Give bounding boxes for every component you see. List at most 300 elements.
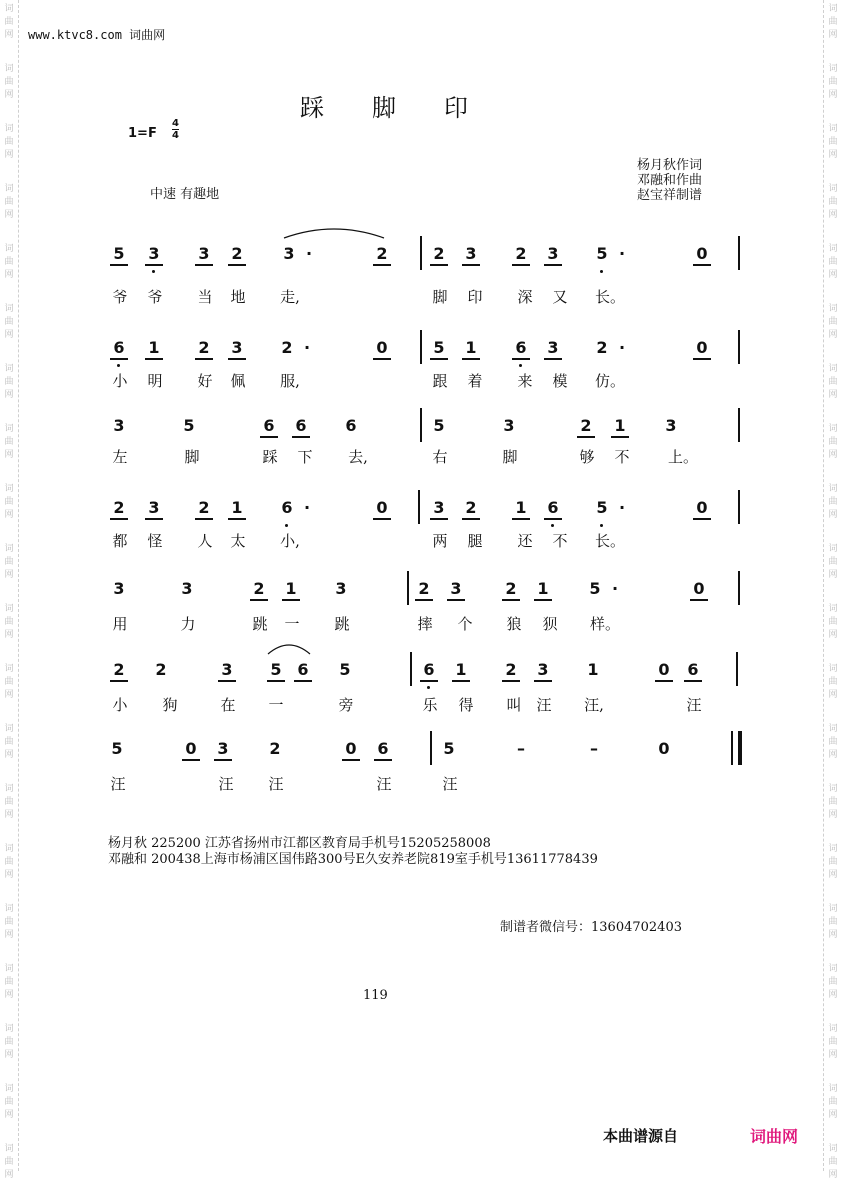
note: 2 xyxy=(228,244,246,264)
watermark-char: 网 xyxy=(828,630,838,640)
lyric-char: 爷 xyxy=(112,288,128,306)
note: 6 xyxy=(544,498,562,518)
note: 6 xyxy=(294,660,312,680)
lyric-char: 着 xyxy=(467,372,483,390)
watermark-char: 网 xyxy=(828,210,838,220)
note: 5 xyxy=(433,416,445,435)
lyric-char: 两 xyxy=(432,532,448,550)
watermark-char: 词 xyxy=(4,304,14,314)
watermark-char: 网 xyxy=(828,570,838,580)
note: 0 xyxy=(690,579,708,599)
watermark-char: 曲 xyxy=(4,1157,14,1167)
watermark-char: 词 xyxy=(4,64,14,74)
lyric-char: 乐 xyxy=(422,696,438,714)
watermark-char: 词 xyxy=(828,664,838,674)
note: · xyxy=(305,244,313,263)
watermark-char: 网 xyxy=(828,750,838,760)
watermark-char: 网 xyxy=(828,330,838,340)
lyric-char: 在 xyxy=(220,696,236,714)
barline xyxy=(420,236,422,270)
note: 2 xyxy=(415,579,433,599)
note: 6 xyxy=(278,498,296,518)
note: 3 xyxy=(447,579,465,599)
note: 0 xyxy=(655,660,673,680)
note: 6 xyxy=(110,338,128,358)
watermark-char: 曲 xyxy=(4,557,14,567)
watermark-char: 曲 xyxy=(4,977,14,987)
watermark-char: 词 xyxy=(4,964,14,974)
composer-credit: 邓融和作曲 xyxy=(637,173,703,188)
watermark-char: 曲 xyxy=(4,917,14,927)
lyric-char: 上。 xyxy=(668,448,699,466)
watermark-char: 词 xyxy=(4,664,14,674)
watermark-char: 词 xyxy=(4,784,14,794)
note: 3 xyxy=(195,244,213,264)
note: · xyxy=(303,498,311,517)
barline xyxy=(738,330,740,364)
credits xyxy=(637,158,702,203)
lyric-char: 脚 xyxy=(502,448,518,466)
watermark-char: 网 xyxy=(828,810,838,820)
watermark-char: 网 xyxy=(4,570,14,580)
lyric-char: 一 xyxy=(268,696,284,714)
watermark-char: 曲 xyxy=(828,437,838,447)
note: 0 xyxy=(693,498,711,518)
brand-logo[interactable]: 词曲网 xyxy=(750,1127,799,1146)
barline xyxy=(420,330,422,364)
contact-line: 邓融和 200438上海市杨浦区国伟路300号E久安养老院819室手机号13611778439 xyxy=(108,852,598,867)
lyric-char: 仿。 xyxy=(595,372,626,390)
barline xyxy=(738,408,740,442)
watermark-char: 网 xyxy=(4,1110,14,1120)
lyric-char: 汪 xyxy=(442,775,458,793)
note: 0 xyxy=(693,338,711,358)
lyric-char: 汪 xyxy=(376,775,392,793)
lyric-char: 够 xyxy=(579,448,595,466)
lyric-char: 汪 xyxy=(110,775,126,793)
low-octave-dot xyxy=(152,270,155,273)
note: 5 xyxy=(183,416,195,435)
lyric-char: 汪, xyxy=(584,696,604,714)
note: 2 xyxy=(110,660,128,680)
watermark-char: 曲 xyxy=(828,857,838,867)
tempo-marking: 中速 有趣地 xyxy=(150,187,220,202)
barline xyxy=(738,236,740,270)
lyric-char: 跳 xyxy=(334,615,350,633)
lyric-char: 都 xyxy=(112,532,128,550)
note: 5 xyxy=(589,579,601,598)
note: 6 xyxy=(512,338,530,358)
note: 2 xyxy=(577,416,595,436)
watermark-char: 词 xyxy=(4,484,14,494)
watermark-char: 词 xyxy=(828,964,838,974)
lyric-char: 旁 xyxy=(338,696,354,714)
watermark-char: 词 xyxy=(4,1024,14,1034)
watermark-char: 网 xyxy=(4,810,14,820)
arranger-credit: 赵宝祥制谱 xyxy=(637,188,703,203)
song-title: 踩脚印 xyxy=(300,94,516,122)
note: 1 xyxy=(534,579,552,599)
note: 3 xyxy=(503,416,515,435)
lyric-char: 怪 xyxy=(147,532,163,550)
watermark-char: 网 xyxy=(828,1170,838,1180)
note: 5 xyxy=(443,739,455,758)
tie-slur xyxy=(284,226,384,240)
note: 3 xyxy=(145,498,163,518)
watermark-char: 曲 xyxy=(828,1157,838,1167)
page-number: 119 xyxy=(363,988,388,1003)
note: 0 xyxy=(693,244,711,264)
lyric-char: 跳 xyxy=(252,615,268,633)
watermark-char: 词 xyxy=(828,124,838,134)
lyric-char: 汪 xyxy=(686,696,702,714)
watermark-char: 曲 xyxy=(4,137,14,147)
note: 2 xyxy=(502,579,520,599)
note: 1 xyxy=(145,338,163,358)
lyric-char: 叫 xyxy=(506,696,522,714)
note: – xyxy=(590,739,598,758)
barline xyxy=(736,652,738,686)
watermark-char: 网 xyxy=(828,690,838,700)
watermark-char: 曲 xyxy=(4,317,14,327)
watermark-char: 网 xyxy=(4,330,14,340)
lyric-char: 狗 xyxy=(162,696,178,714)
watermark-char: 曲 xyxy=(4,797,14,807)
note: 3 xyxy=(214,739,232,759)
watermark-char: 词 xyxy=(4,184,14,194)
watermark-char: 网 xyxy=(4,690,14,700)
note: 2 xyxy=(596,338,608,357)
watermark-char: 曲 xyxy=(828,197,838,207)
lyric-char: 小 xyxy=(112,372,128,390)
watermark-char: 网 xyxy=(828,1050,838,1060)
watermark-char: 网 xyxy=(828,90,838,100)
barline xyxy=(738,490,740,524)
watermark-char: 曲 xyxy=(828,617,838,627)
note: – xyxy=(517,739,525,758)
watermark-char: 词 xyxy=(828,904,838,914)
watermark-char: 词 xyxy=(4,604,14,614)
lyric-char: 又 xyxy=(552,288,568,306)
watermark-char: 曲 xyxy=(828,497,838,507)
lyric-char: 服, xyxy=(280,372,300,390)
note: 0 xyxy=(658,739,670,758)
watermark-char: 曲 xyxy=(4,1037,14,1047)
lyric-char: 汪 xyxy=(536,696,552,714)
lyric-char: 汪 xyxy=(268,775,284,793)
watermark-char: 词 xyxy=(4,544,14,554)
lyric-char: 还 xyxy=(517,532,533,550)
lyric-char: 样。 xyxy=(590,615,621,633)
lyric-char: 脚 xyxy=(432,288,448,306)
watermark-char: 网 xyxy=(4,30,14,40)
watermark-char: 词 xyxy=(828,604,838,614)
note: 5 xyxy=(111,739,123,758)
watermark-char: 网 xyxy=(4,870,14,880)
watermark-char: 网 xyxy=(4,270,14,280)
note: 3 xyxy=(335,579,347,598)
watermark-char: 网 xyxy=(828,150,838,160)
watermark-char: 网 xyxy=(4,1050,14,1060)
watermark-char: 词 xyxy=(828,544,838,554)
note: 3 xyxy=(218,660,236,680)
watermark-char: 网 xyxy=(4,150,14,160)
meter-bottom: 4 xyxy=(172,130,179,141)
note: 0 xyxy=(342,739,360,759)
watermark-char: 曲 xyxy=(4,437,14,447)
lyric-char: 人 xyxy=(197,532,213,550)
watermark-char: 曲 xyxy=(828,917,838,927)
watermark-char: 网 xyxy=(828,270,838,280)
lyric-char: 佩 xyxy=(230,372,246,390)
barline xyxy=(738,571,740,605)
lyric-char: 汪 xyxy=(218,775,234,793)
contact-line: 杨月秋 225200 江苏省扬州市江都区教育局手机号15205258008 xyxy=(108,836,491,851)
note: 0 xyxy=(373,498,391,518)
watermark-char: 词 xyxy=(828,784,838,794)
note: 6 xyxy=(684,660,702,680)
left-watermark-strip xyxy=(0,0,19,1180)
watermark-char: 网 xyxy=(828,30,838,40)
watermark-char: 网 xyxy=(4,450,14,460)
note: 1 xyxy=(611,416,629,436)
watermark-char: 词 xyxy=(4,424,14,434)
watermark-char: 曲 xyxy=(828,17,838,27)
note: 6 xyxy=(420,660,438,680)
note: 3 xyxy=(113,579,125,598)
watermark-char: 曲 xyxy=(828,797,838,807)
lyric-char: 深 xyxy=(517,288,533,306)
note: 6 xyxy=(260,416,278,436)
note: 3 xyxy=(665,416,677,435)
watermark-char: 词 xyxy=(828,184,838,194)
watermark-char: 词 xyxy=(828,64,838,74)
low-octave-dot xyxy=(427,686,430,689)
note: 1 xyxy=(512,498,530,518)
note: 2 xyxy=(512,244,530,264)
watermark-char: 网 xyxy=(828,930,838,940)
note: · xyxy=(611,579,619,598)
note: · xyxy=(618,338,626,357)
barline xyxy=(407,571,409,605)
watermark-char: 网 xyxy=(4,990,14,1000)
note: · xyxy=(618,244,626,263)
note: 3 xyxy=(534,660,552,680)
watermark-char: 词 xyxy=(828,4,838,14)
wechat-id: 制谱者微信号：13604702403 xyxy=(500,920,682,935)
watermark-char: 曲 xyxy=(4,257,14,267)
note: 2 xyxy=(110,498,128,518)
note: 2 xyxy=(430,244,448,264)
watermark-char: 词 xyxy=(828,724,838,734)
lyric-char: 力 xyxy=(180,615,196,633)
watermark-char: 曲 xyxy=(828,317,838,327)
lyricist-credit: 杨月秋作词 xyxy=(637,158,703,173)
lyric-char: 走, xyxy=(280,288,300,306)
watermark-char: 网 xyxy=(4,510,14,520)
lyric-char: 小, xyxy=(280,532,300,550)
lyric-char: 去, xyxy=(348,448,368,466)
watermark-char: 网 xyxy=(828,450,838,460)
note: 5 xyxy=(110,244,128,264)
watermark-char: 词 xyxy=(4,904,14,914)
watermark-char: 词 xyxy=(4,244,14,254)
lyric-char: 好 xyxy=(197,372,213,390)
lyric-char: 爷 xyxy=(147,288,163,306)
lyric-char: 左 xyxy=(112,448,128,466)
note: 2 xyxy=(269,739,281,758)
lyric-char: 来 xyxy=(517,372,533,390)
lyric-char: 踩 xyxy=(262,448,278,466)
note: 3 xyxy=(462,244,480,264)
watermark-char: 网 xyxy=(828,990,838,1000)
note: 0 xyxy=(182,739,200,759)
watermark-char: 网 xyxy=(4,930,14,940)
watermark-char: 词 xyxy=(828,244,838,254)
watermark-char: 曲 xyxy=(4,197,14,207)
watermark-char: 曲 xyxy=(828,257,838,267)
note: 3 xyxy=(544,338,562,358)
lyric-char: 用 xyxy=(112,615,128,633)
meter-top: 4 xyxy=(172,118,179,129)
site-url[interactable]: www.ktvc8.com 词曲网 xyxy=(28,28,166,42)
source-label: 本曲谱源自 xyxy=(603,1127,679,1145)
note: 3 xyxy=(228,338,246,358)
key-signature: 1=F xyxy=(128,126,157,141)
watermark-char: 词 xyxy=(828,1084,838,1094)
barline xyxy=(418,490,420,524)
watermark-char: 曲 xyxy=(828,737,838,747)
watermark-char: 词 xyxy=(4,364,14,374)
final-barline xyxy=(731,731,742,765)
lyric-char: 跟 xyxy=(432,372,448,390)
watermark-char: 网 xyxy=(4,390,14,400)
note: 3 xyxy=(283,244,295,263)
note: 2 xyxy=(462,498,480,518)
lyric-char: 下 xyxy=(297,448,313,466)
lyric-char: 印 xyxy=(467,288,483,306)
watermark-char: 曲 xyxy=(828,977,838,987)
note: 5 xyxy=(267,660,285,680)
low-octave-dot xyxy=(600,524,603,527)
note: 2 xyxy=(281,338,293,357)
contact-info xyxy=(108,836,598,868)
note: 5 xyxy=(593,244,611,264)
lyric-char: 不 xyxy=(614,448,630,466)
watermark-char: 词 xyxy=(4,1084,14,1094)
watermark-char: 网 xyxy=(828,390,838,400)
note: 1 xyxy=(587,660,599,679)
right-watermark-strip xyxy=(823,0,842,1180)
watermark-char: 词 xyxy=(4,724,14,734)
watermark-char: 曲 xyxy=(828,1037,838,1047)
watermark-char: 词 xyxy=(828,304,838,314)
note: · xyxy=(618,498,626,517)
low-octave-dot xyxy=(551,524,554,527)
note: · xyxy=(303,338,311,357)
note: 6 xyxy=(345,416,357,435)
lyric-char: 太 xyxy=(230,532,246,550)
lyric-char: 得 xyxy=(458,696,474,714)
watermark-char: 词 xyxy=(828,1144,838,1154)
note: 5 xyxy=(339,660,351,679)
note: 3 xyxy=(181,579,193,598)
watermark-char: 网 xyxy=(4,210,14,220)
lyric-char: 右 xyxy=(432,448,448,466)
watermark-char: 词 xyxy=(828,364,838,374)
watermark-char: 词 xyxy=(828,424,838,434)
note: 2 xyxy=(195,338,213,358)
note: 3 xyxy=(430,498,448,518)
lyric-char: 腿 xyxy=(467,532,483,550)
lyric-char: 个 xyxy=(457,615,473,633)
watermark-char: 网 xyxy=(4,90,14,100)
lyric-char: 狈 xyxy=(542,615,558,633)
watermark-char: 曲 xyxy=(4,497,14,507)
watermark-char: 曲 xyxy=(828,377,838,387)
low-octave-dot xyxy=(519,364,522,367)
watermark-char: 词 xyxy=(4,4,14,14)
watermark-char: 网 xyxy=(828,1110,838,1120)
watermark-char: 曲 xyxy=(4,77,14,87)
watermark-char: 曲 xyxy=(4,617,14,627)
watermark-char: 曲 xyxy=(828,1097,838,1107)
watermark-char: 词 xyxy=(4,124,14,134)
note: 3 xyxy=(544,244,562,264)
note: 2 xyxy=(195,498,213,518)
watermark-char: 网 xyxy=(828,510,838,520)
note: 5 xyxy=(593,498,611,518)
note: 5 xyxy=(430,338,448,358)
note: 2 xyxy=(250,579,268,599)
watermark-char: 网 xyxy=(4,750,14,760)
note: 3 xyxy=(113,416,125,435)
barline xyxy=(410,652,412,686)
lyric-char: 地 xyxy=(230,288,246,306)
note: 2 xyxy=(155,660,167,679)
low-octave-dot xyxy=(600,270,603,273)
watermark-char: 词 xyxy=(828,1024,838,1034)
lyric-char: 脚 xyxy=(184,448,200,466)
note: 2 xyxy=(502,660,520,680)
note: 6 xyxy=(374,739,392,759)
lyric-char: 摔 xyxy=(417,615,433,633)
watermark-char: 词 xyxy=(4,1144,14,1154)
watermark-char: 曲 xyxy=(4,377,14,387)
lyric-char: 当 xyxy=(197,288,213,306)
watermark-char: 词 xyxy=(828,844,838,854)
note: 1 xyxy=(228,498,246,518)
note: 2 xyxy=(373,244,391,264)
watermark-char: 曲 xyxy=(4,677,14,687)
lyric-char: 长。 xyxy=(595,532,626,550)
watermark-char: 词 xyxy=(4,844,14,854)
watermark-char: 曲 xyxy=(828,77,838,87)
lyric-char: 长。 xyxy=(595,288,626,306)
time-signature xyxy=(172,118,179,141)
note: 3 xyxy=(145,244,163,264)
lyric-char: 明 xyxy=(147,372,163,390)
watermark-char: 曲 xyxy=(4,857,14,867)
watermark-char: 曲 xyxy=(4,737,14,747)
watermark-char: 曲 xyxy=(4,1097,14,1107)
watermark-char: 曲 xyxy=(828,557,838,567)
barline xyxy=(430,731,432,765)
note: 6 xyxy=(292,416,310,436)
watermark-char: 网 xyxy=(4,1170,14,1180)
note: 1 xyxy=(462,338,480,358)
lyric-char: 不 xyxy=(552,532,568,550)
